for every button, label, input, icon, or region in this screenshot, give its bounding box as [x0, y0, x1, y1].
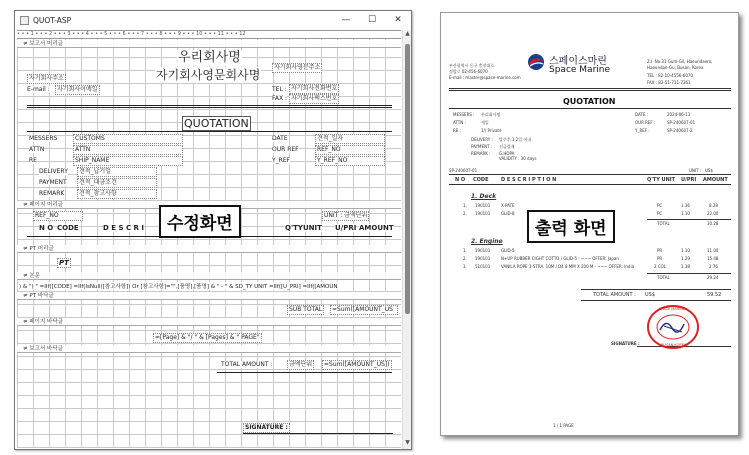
- row-amount: 15.48: [707, 256, 719, 261]
- row-code: 190101: [475, 211, 491, 216]
- row-qty: 2 COL: [654, 264, 666, 269]
- output-date-label: DATE :: [635, 112, 649, 117]
- signature-label[interactable]: SIGNATURE :: [245, 424, 288, 431]
- y-ref-label: Y_REF: [272, 157, 291, 164]
- row-qty: PR: [657, 256, 663, 261]
- window-title: QUOT-ASP: [33, 15, 72, 25]
- group-deck-title: 1. Deck: [471, 193, 497, 200]
- addr-en-2: Haeundae-Gu, Busan, Korea: [647, 65, 704, 70]
- output-fax: FAX : 82-51-711-7361: [647, 80, 691, 85]
- col-amount-header: AMOUNT: [359, 224, 394, 232]
- tel-field[interactable]: 자기회사전화번호: [291, 85, 338, 92]
- scroll-down-icon[interactable]: ▼: [405, 439, 410, 446]
- section-label: 페이지 바닥글: [29, 319, 63, 325]
- row-no: 2.: [463, 211, 467, 216]
- output-tel: TEL : 82-10-4556-6070: [647, 73, 693, 78]
- output-attn: 세일: [481, 120, 489, 125]
- grand-total-top-line: [581, 289, 731, 290]
- section-page-footer[interactable]: ≠ 페이지 바닥글: [17, 318, 401, 326]
- output-y-ref: SP-240607-2: [667, 128, 693, 133]
- col-code-header: CODE: [57, 224, 79, 232]
- output-unit-label: UNIT :: [689, 168, 702, 173]
- header-divider-line: [27, 105, 392, 106]
- row-desc: GLID-8: [501, 211, 515, 216]
- company-name-en: Space Marine: [549, 65, 611, 75]
- group-engine-total: 29.24: [707, 275, 719, 280]
- row-amount: 8.28: [709, 203, 718, 208]
- section-label: 보고서 머리글: [29, 41, 63, 47]
- print-preview-page: [440, 12, 739, 436]
- total-sum-field[interactable]: =Sum([AMOUNT_US]): [322, 360, 392, 370]
- section-label: PT 머리글: [29, 246, 54, 252]
- edit-screen-label: 수정화면: [159, 205, 241, 238]
- scroll-up-icon[interactable]: ▲: [405, 30, 410, 37]
- section-label: PT 바닥글: [29, 293, 54, 299]
- detail-row-expressions[interactable]: ) & ") " =IIf([CODE] =IIf(IsNull([참고사항]) Or [참고사항]="",[품명],[품명] & " - " & SD_TY UNIT =IIf([U_PRI] =IIf([AMOUN: [19, 284, 338, 290]
- window-titlebar: [15, 11, 411, 29]
- row-desc: VANILA ROPE 3-STRA. 10M / D4 8 MM X 200 M - ~~~ OFFER: India: [501, 264, 635, 269]
- row-upri: 1.38: [681, 264, 690, 269]
- col-description-header: D E S C R I: [103, 224, 144, 232]
- output-col-header-bottom-line: [449, 184, 731, 185]
- app-icon: [20, 16, 29, 25]
- addr-en-1: Z.I. No.31 Gum-Gil, Haeundaero,: [647, 59, 713, 64]
- row-code: 190101: [475, 248, 491, 253]
- output-header-line: [449, 88, 731, 89]
- output-re: 1// Private: [481, 128, 502, 133]
- output-delivery: 발주후 1 2일 이내: [499, 137, 532, 142]
- page-number-field[interactable]: =[Page] & "/ " & [Pages] & " PAGE": [155, 334, 260, 341]
- row-upri: 1.10: [681, 248, 690, 253]
- company-name-ko: 스페이스마린: [549, 56, 607, 67]
- total-unit-field[interactable]: 금액단위: [289, 361, 313, 368]
- grand-total-bottom-line: [581, 300, 731, 301]
- row-no: 2.: [463, 256, 467, 261]
- output-col-amount: AMOUNT: [703, 177, 728, 183]
- company-name-field[interactable]: 우리회사명: [178, 50, 241, 65]
- row-amount: 11.00: [707, 248, 719, 253]
- section-report-footer[interactable]: ≠ 보고서 바닥글: [17, 345, 401, 353]
- row-no: 1.: [463, 203, 467, 208]
- ref-no-field[interactable]: REF_NO: [33, 211, 83, 221]
- close-button[interactable]: [385, 11, 411, 29]
- row-desc: N+UP RUBBER CIGHT COTTO / GLID-5 - ~~~ OFFER: Japan: [501, 256, 619, 261]
- output-title-line: [449, 108, 731, 109]
- section-label: 페이지 머리글: [29, 202, 63, 208]
- output-remark: G.HOPA VALIDITY : 30 days: [499, 151, 537, 161]
- output-signature-label: SIGNATURE :: [611, 341, 640, 346]
- group-engine-total-label: TOTAL: [657, 275, 670, 280]
- col-qty-unit-header: Q'TYUNIT: [285, 224, 322, 232]
- output-delivery-label: DELIVERY :: [471, 137, 493, 142]
- close-icon: ✕: [394, 15, 402, 25]
- output-messers-label: MESSERS :: [453, 112, 475, 117]
- output-re-label: RE :: [453, 128, 461, 133]
- remark-field[interactable]: 견적_참고사항: [77, 189, 157, 199]
- addr-ko-2: 정발로 02-456-6070: [449, 69, 488, 74]
- messers-label: MESSERS: [29, 135, 58, 142]
- output-col-description: D E S C R I P T I O N: [501, 177, 557, 183]
- row-upri: 1.10: [681, 211, 690, 216]
- output-page-number: 1 / 1 PAGE: [553, 423, 574, 428]
- row-no: 3.: [463, 264, 467, 269]
- re-field[interactable]: SHIP_NAME: [73, 156, 183, 166]
- output-col-code: CODE: [473, 177, 489, 183]
- row-qty: PC: [657, 211, 663, 216]
- scrollbar-thumb[interactable]: [405, 44, 410, 314]
- address-en-field[interactable]: 자기회사영문주소: [274, 64, 321, 71]
- section-detail[interactable]: ≠ 본문: [17, 272, 401, 280]
- col-upri-header: U/PRI: [335, 224, 357, 232]
- stamp-bottom-text: BUSAN KOREA: [661, 343, 687, 347]
- row-desc: GLID-5: [501, 248, 515, 253]
- maximize-button[interactable]: [359, 11, 385, 29]
- section-label: 보고서 바닥글: [29, 346, 63, 352]
- output-remark-label: REMARK :: [471, 151, 491, 156]
- delivery-label: DELIVERY: [39, 168, 68, 175]
- group-engine-title: 2. Engine: [471, 238, 503, 245]
- re-label: RE: [29, 157, 37, 164]
- output-messers: 우리회사명: [481, 112, 501, 117]
- quotation-title-field[interactable]: QUOTATION: [184, 117, 249, 130]
- subtotal-field[interactable]: =Sum([AMOUNT_US: [330, 305, 398, 315]
- output-date: 2024-06-13: [667, 112, 691, 117]
- signature-line: [243, 433, 393, 434]
- section-pt-header[interactable]: ≠ PT 머리글: [17, 245, 401, 253]
- design-canvas[interactable]: [17, 30, 401, 448]
- title-divider-line: [27, 131, 392, 132]
- subtotal-label[interactable]: SUB TOTAL: [289, 306, 323, 313]
- output-payment-label: PAYMENT :: [471, 144, 493, 149]
- addr-ko-1: 부산광역시 동구 충장대로: [449, 63, 495, 68]
- row-code: 190101: [475, 256, 491, 261]
- output-quotation-title: QUOTATION: [563, 97, 616, 106]
- row-no: 1.: [463, 248, 467, 253]
- output-unit: US$: [705, 168, 714, 173]
- row-qty: PC: [657, 203, 663, 208]
- grand-total-label: TOTAL AMOUNT :: [593, 292, 636, 298]
- row-upri: 1.36: [681, 203, 690, 208]
- vertical-scrollbar[interactable]: [402, 30, 411, 449]
- output-our-ref-label: OUR REF :: [635, 120, 656, 125]
- grand-total-value: 59.52: [707, 292, 722, 298]
- attn-field[interactable]: ATTN: [73, 145, 183, 155]
- output-payment: 선금결제: [499, 144, 515, 149]
- section-label: 본문: [29, 273, 40, 279]
- output-attn-label: ATTN :: [453, 120, 466, 125]
- minimize-button[interactable]: [333, 11, 359, 29]
- row-amount: 22.00: [707, 211, 719, 216]
- group-deck-total-line: [647, 219, 731, 220]
- minimize-icon: —: [341, 15, 351, 25]
- output-email: E-mail : master@space-marine.com: [449, 75, 521, 80]
- tel-label: TEL :: [272, 86, 287, 93]
- output-y-ref-label: Y_REF :: [635, 128, 650, 133]
- company-address-field[interactable]: 자기회사주소: [29, 75, 64, 82]
- total-underline: [217, 372, 392, 373]
- row-upri: 1.29: [681, 256, 690, 261]
- fax-label: FAX :: [272, 95, 288, 102]
- date-field[interactable]: 견적_일자: [315, 134, 385, 144]
- remark-label: REMARK: [39, 190, 65, 197]
- output-col-upri: U/PRI: [681, 177, 697, 183]
- output-col-qty: Q'TY UNIT: [647, 177, 676, 183]
- payment-field[interactable]: 견적_대금조건: [77, 178, 157, 188]
- section-report-header[interactable]: ≠ 보고서 머리글: [17, 40, 401, 48]
- group-engine-total-line: [647, 273, 731, 274]
- fax-field[interactable]: 자기회사팩스번호: [291, 95, 338, 102]
- row-code: 510101: [475, 264, 491, 269]
- email-label: E-mail :: [27, 86, 50, 93]
- output-ref-no: SP-240607-01: [449, 168, 478, 173]
- maximize-icon: ☐: [367, 15, 377, 25]
- row-qty: PR: [657, 248, 663, 253]
- output-col-no: N O: [455, 177, 466, 183]
- row-code: 190101: [475, 203, 491, 208]
- group-deck-total-label: TOTAL: [657, 221, 670, 226]
- section-pt-footer[interactable]: ≠ PT 바닥글: [17, 292, 401, 300]
- grand-total-unit: US$: [645, 292, 656, 298]
- email-field[interactable]: 자기회사이메일: [57, 86, 98, 93]
- output-col-header-top-line: [449, 174, 731, 175]
- horizontal-ruler: • • • 1 • • • 2 • • • 3 • • • 4 • • • 5 • • • 6 • • • 7 • • • 8 • • • 9 • • • 10 • • • 11 • • • 12: [17, 31, 401, 39]
- report-designer-window: [14, 10, 412, 450]
- output-screen-label: 출력 화면: [527, 210, 615, 243]
- header-divider-line-2: [27, 107, 392, 108]
- stamp-top-text: SPACE MARINE: [659, 307, 685, 311]
- col-no-header: N O: [39, 224, 54, 232]
- section-page-header[interactable]: ≠ 페이지 머리글: [17, 201, 401, 209]
- row-amount: 2.76: [709, 264, 718, 269]
- space-marine-logo-icon: [527, 53, 545, 71]
- our-ref-field[interactable]: REF_NO: [315, 145, 385, 155]
- payment-label: PAYMENT: [39, 179, 67, 186]
- our-ref-label: OUR REF: [272, 146, 299, 153]
- y-ref-field[interactable]: Y_REF_NO: [315, 156, 385, 166]
- output-header-line-2: [449, 90, 731, 91]
- company-name-en-field[interactable]: 자기회사영문회사명: [156, 68, 261, 82]
- unit-field[interactable]: UNIT : 금액단위: [324, 212, 368, 219]
- total-amount-label: TOTAL AMOUNT :: [221, 361, 273, 368]
- date-label: DATE: [272, 135, 288, 142]
- output-our-ref: SP-240607-01: [667, 120, 696, 125]
- delivery-field[interactable]: 견적_납기일: [77, 167, 157, 177]
- row-desc: X-PATE: [501, 203, 515, 208]
- group-deck-total: 30.28: [707, 221, 719, 226]
- pt-field[interactable]: PT: [59, 259, 69, 267]
- messers-field[interactable]: CUSTOMS: [73, 134, 183, 144]
- attn-label: ATTN: [29, 146, 45, 153]
